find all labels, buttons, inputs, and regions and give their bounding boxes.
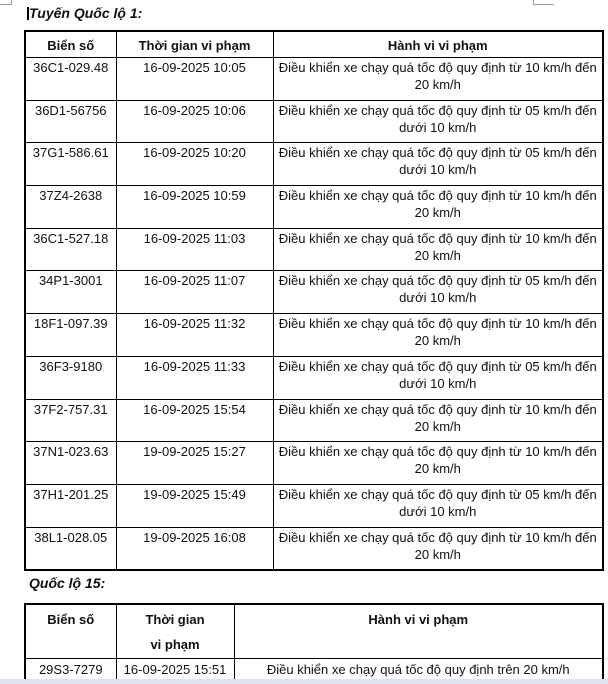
violation-cell: Điều khiển xe chạy quá tốc độ quy định trên 20 km/h — [234, 659, 603, 684]
time-column-header — [116, 604, 234, 659]
margin-crop-mark-top-right-icon — [533, 0, 554, 5]
plate-cell: 36F3-9180 — [25, 356, 116, 399]
violation-row — [25, 399, 603, 442]
time-cell: 16-09-2025 11:32 — [116, 314, 273, 357]
violation-row — [25, 271, 603, 314]
section-title-route-15: Quốc lộ 15: — [29, 575, 106, 591]
time-cell: 16-09-2025 11:33 — [116, 356, 273, 399]
violation-cell: Điều khiển xe chạy quá tốc độ quy định từ 05 km/h đến dưới 10 km/h — [273, 271, 603, 314]
plate-column-header: Biển số — [25, 604, 116, 659]
plate-cell: 36C1-029.48 — [25, 58, 116, 101]
table-header-row — [25, 604, 603, 659]
violation-cell: Điều khiển xe chạy quá tốc độ quy định từ 10 km/h đến 20 km/h — [273, 186, 603, 229]
time-cell: 16-09-2025 10:59 — [116, 186, 273, 229]
plate-cell: 34P1-3001 — [25, 271, 116, 314]
violation-row — [25, 356, 603, 399]
time-cell: 16-09-2025 10:20 — [116, 143, 273, 186]
violation-row — [25, 186, 603, 229]
violation-row — [25, 100, 603, 143]
plate-column-header: Biển số — [25, 31, 116, 58]
plate-cell: 37G1-586.61 — [25, 143, 116, 186]
violation-row — [25, 484, 603, 527]
violation-row — [25, 143, 603, 186]
time-cell: 16-09-2025 15:51 — [116, 659, 234, 684]
time-cell: 16-09-2025 11:03 — [116, 228, 273, 271]
time-column-header: Thời gian vi phạm — [116, 31, 273, 58]
time-header-line-2: vi phạm — [150, 637, 200, 652]
violation-cell: Điều khiển xe chạy quá tốc độ quy định từ 10 km/h đến 20 km/h — [273, 314, 603, 357]
violation-column-header: Hành vi vi phạm — [273, 31, 603, 58]
bottom-edge-strip — [0, 679, 608, 684]
violation-row — [25, 228, 603, 271]
violation-row — [25, 58, 603, 101]
time-header-line-1: Thời gian — [145, 612, 205, 627]
violation-cell: Điều khiển xe chạy quá tốc độ quy định từ 10 km/h đến 20 km/h — [273, 527, 603, 570]
time-cell: 19-09-2025 15:49 — [116, 484, 273, 527]
time-cell: 16-09-2025 11:07 — [116, 271, 273, 314]
violation-cell: Điều khiển xe chạy quá tốc độ quy định từ 05 km/h đến dưới 10 km/h — [273, 100, 603, 143]
plate-cell: 38L1-028.05 — [25, 527, 116, 570]
violation-column-header: Hành vi vi phạm — [234, 604, 603, 659]
violation-cell: Điều khiển xe chạy quá tốc độ quy định từ 05 km/h đến dưới 10 km/h — [273, 143, 603, 186]
violation-cell: Điều khiển xe chạy quá tốc độ quy định từ 10 km/h đến 20 km/h — [273, 58, 603, 101]
plate-cell: 36D1-56756 — [25, 100, 116, 143]
plate-cell: 29S3-7279 — [25, 659, 116, 684]
plate-cell: 36C1-527.18 — [25, 228, 116, 271]
violations-table-route-15 — [24, 603, 604, 684]
violation-row — [25, 527, 603, 570]
margin-crop-mark-top-left-icon — [0, 0, 12, 5]
violation-cell: Điều khiển xe chạy quá tốc độ quy định từ 10 km/h đến 20 km/h — [273, 399, 603, 442]
table-header-row — [25, 31, 603, 58]
plate-cell: 37Z4-2638 — [25, 186, 116, 229]
plate-cell: 37F2-757.31 — [25, 399, 116, 442]
plate-cell: 37N1-023.63 — [25, 442, 116, 485]
plate-cell: 37H1-201.25 — [25, 484, 116, 527]
violations-table-route-1 — [24, 30, 604, 571]
violation-row — [25, 314, 603, 357]
time-cell: 16-09-2025 15:54 — [116, 399, 273, 442]
violation-cell: Điều khiển xe chạy quá tốc độ quy định từ 10 km/h đến 20 km/h — [273, 442, 603, 485]
violation-cell: Điều khiển xe chạy quá tốc độ quy định từ 05 km/h đến dưới 10 km/h — [273, 484, 603, 527]
time-cell: 19-09-2025 15:27 — [116, 442, 273, 485]
time-cell: 16-09-2025 10:05 — [116, 58, 273, 101]
violation-cell: Điều khiển xe chạy quá tốc độ quy định từ 10 km/h đến 20 km/h — [273, 228, 603, 271]
violation-row — [25, 442, 603, 485]
time-cell: 19-09-2025 16:08 — [116, 527, 273, 570]
violation-cell: Điều khiển xe chạy quá tốc độ quy định từ 05 km/h đến dưới 10 km/h — [273, 356, 603, 399]
plate-cell: 18F1-097.39 — [25, 314, 116, 357]
section-title-route-1: Tuyến Quốc lộ 1: — [29, 5, 143, 21]
time-cell: 16-09-2025 10:06 — [116, 100, 273, 143]
